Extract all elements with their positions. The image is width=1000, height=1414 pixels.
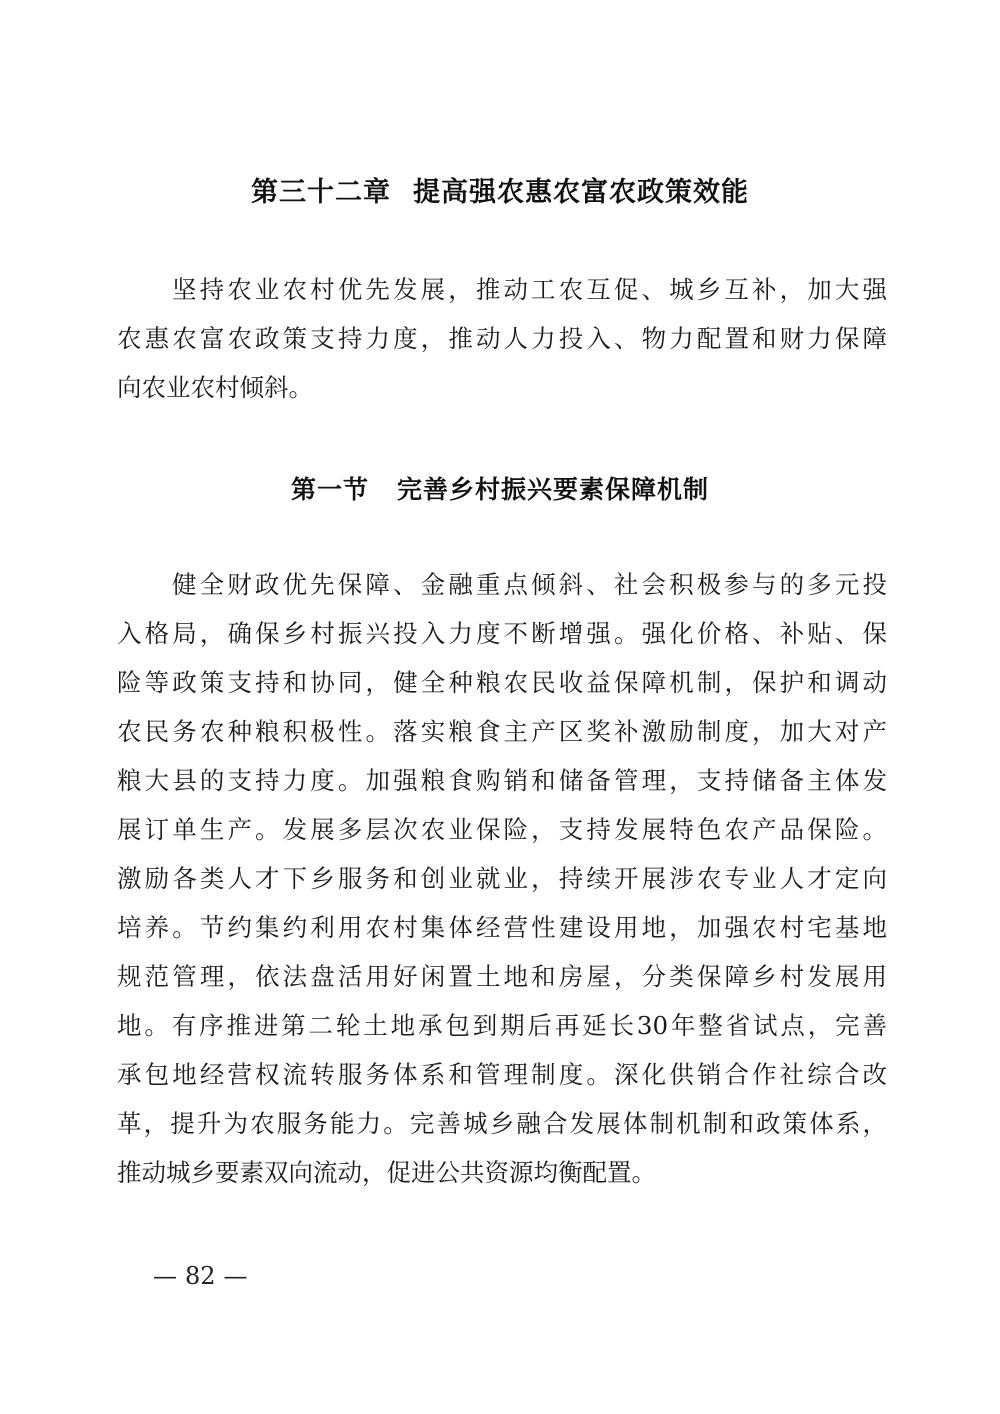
paragraph-line: 粮大县的支持力度。加强粮食购销和储备管理，支持储备主体发 xyxy=(117,766,887,795)
paragraph-line: 激励各类人才下乡服务和创业就业，持续开展涉农专业人才定向 xyxy=(117,864,887,893)
footer-dash-left: — xyxy=(153,1262,177,1290)
paragraph-line: 入格局，确保乡村振兴投入力度不断增强。强化价格、补贴、保 xyxy=(117,619,887,648)
chapter-title: 提高强农惠农富农政策效能 xyxy=(413,177,749,208)
paragraph-line: 承包地经营权流转服务体系和管理制度。深化供销合作社综合改 xyxy=(117,1060,887,1089)
paragraph-line: 农民务农种粮积极性。落实粮食主产区奖补激励制度，加大对产 xyxy=(117,717,887,746)
chapter-label: 第三十二章 xyxy=(251,177,391,208)
section-heading xyxy=(0,470,1000,506)
paragraph-line: 革，提升为农服务能力。完善城乡融合发展体制机制和政策体系， xyxy=(117,1109,887,1138)
chapter-heading xyxy=(0,170,1000,209)
page-footer xyxy=(145,1262,256,1290)
paragraph-line: 坚持农业农村优先发展，推动工农互促、城乡互补，加大强 xyxy=(172,275,887,304)
paragraph-line: 培养。节约集约利用农村集体经营性建设用地，加强农村宅基地 xyxy=(117,913,887,942)
body-paragraph xyxy=(117,560,887,1197)
paragraph-line: 展订单生产。发展多层次农业保险，支持发展特色农产品保险。 xyxy=(117,815,887,844)
footer-dash-right: — xyxy=(223,1262,248,1290)
paragraph-line: 推动城乡要素双向流动，促进公共资源均衡配置。 xyxy=(117,1158,656,1187)
paragraph-line: 向农业农村倾斜。 xyxy=(117,373,313,402)
section-title: 完善乡村振兴要素保障机制 xyxy=(397,475,710,504)
paragraph-line: 规范管理，依法盘活用好闲置土地和房屋，分类保障乡村发展用 xyxy=(117,962,887,991)
intro-paragraph xyxy=(117,265,887,412)
paragraph-line: 地。有序推进第二轮土地承包到期后再延长30年整省试点，完善 xyxy=(117,1011,887,1040)
paragraph-line: 农惠农富农政策支持力度，推动人力投入、物力配置和财力保障 xyxy=(117,324,887,353)
paragraph-line: 健全财政优先保障、金融重点倾斜、社会积极参与的多元投 xyxy=(172,570,887,599)
page-number: 82 xyxy=(185,1262,216,1290)
paragraph-line: 险等政策支持和协同，健全种粮农民收益保障机制，保护和调动 xyxy=(117,668,887,697)
section-label: 第一节 xyxy=(290,475,369,504)
